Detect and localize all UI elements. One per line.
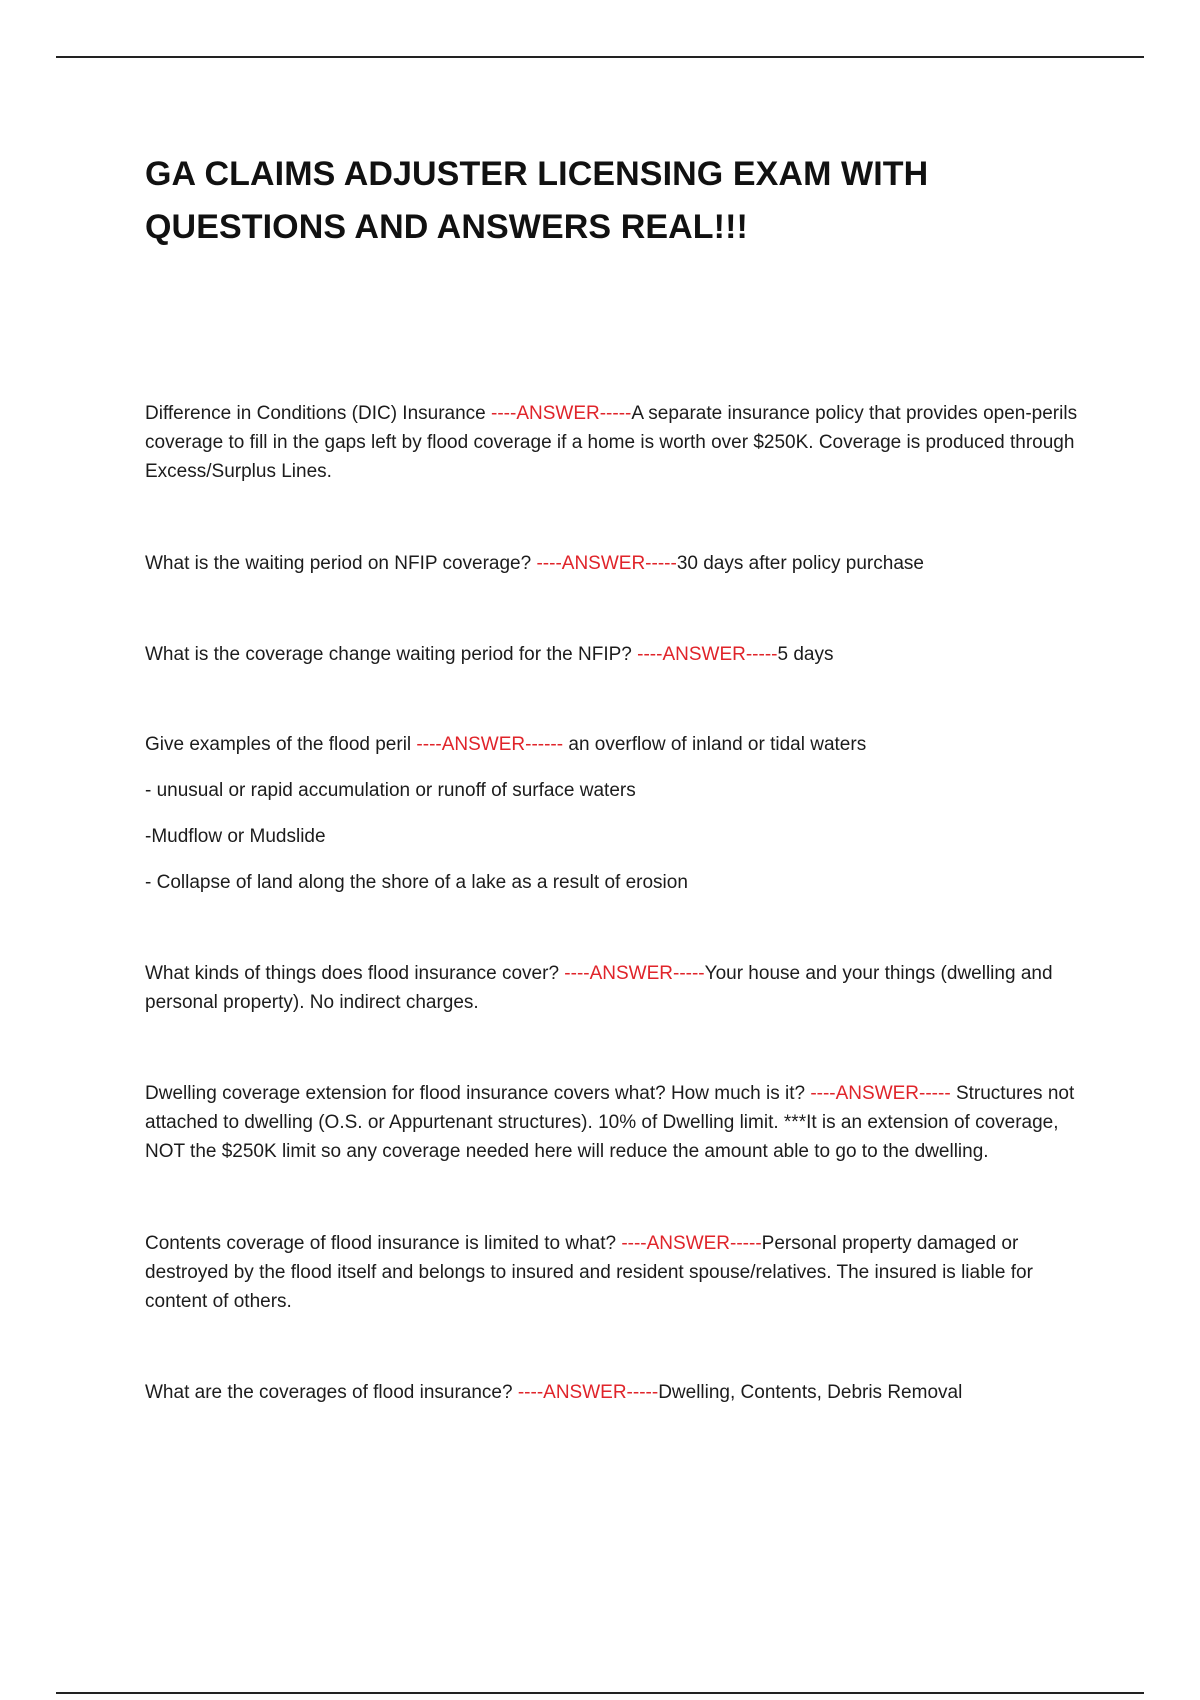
answer-marker: ----ANSWER----- — [517, 1382, 659, 1403]
answer-list-item: -Mudflow or Mudslide — [145, 826, 326, 847]
question-text: Give examples of the flood peril — [145, 734, 417, 755]
qa-item-what-covered — [145, 959, 1085, 1017]
qa-list — [145, 399, 1085, 1407]
question-text: What are the coverages of flood insurance? — [145, 1382, 518, 1403]
answer-text: Personal property damaged or destroyed by the flood itself and belongs to insured and resident spouse/relatives. The insured is liable for content of others. — [145, 1233, 1033, 1312]
answer-text: Structures not attached to dwelling (O.S. or Appurtenant structures). 10% of Dwelling limit. ***It is an extension of coverage, NOT the $250K limit so any coverage needed here will reduce the amount able to go to the dwelling. — [145, 1083, 1075, 1162]
answer-marker: ----ANSWER----- — [810, 1083, 951, 1104]
answer-marker: ----ANSWER----- — [621, 1233, 762, 1254]
answer-text: 30 days after policy purchase — [676, 553, 924, 574]
qa-paragraph — [145, 640, 1085, 669]
answer-list-item: - unusual or rapid accumulation or runoff of surface waters — [145, 780, 636, 801]
question-text: What is the coverage change waiting period for the NFIP? — [145, 644, 638, 665]
answer-text: an overflow of inland or tidal waters — [563, 734, 867, 755]
answer-text: 5 days — [777, 644, 834, 665]
qa-item-waiting-period — [145, 549, 1085, 578]
answer-text: A separate insurance policy that provides open-perils coverage to fill in the gaps left by flood coverage if a home is worth over $250K. Coverage is produced through Excess/Surplus Lines. — [145, 403, 1078, 482]
header-rule — [56, 56, 1144, 58]
qa-paragraph — [145, 549, 1085, 578]
answer-marker: ----ANSWER----- — [491, 403, 632, 424]
answer-marker: ----ANSWER----- — [564, 963, 705, 984]
answer-marker: ----ANSWER----- — [536, 553, 677, 574]
answer-text: Your house and your things (dwelling and personal property). No indirect charges. — [145, 963, 1053, 1013]
document-title: GA CLAIMS ADJUSTER LICENSING EXAM WITH QUESTIONS AND ANSWERS REAL!!! — [145, 155, 929, 246]
answer-list-item: - Collapse of land along the shore of a lake as a result of erosion — [145, 872, 688, 893]
answer-text: Dwelling, Contents, Debris Removal — [658, 1382, 963, 1403]
answer-marker: ----ANSWER------ — [416, 734, 564, 755]
qa-paragraph — [145, 1079, 1085, 1166]
qa-item-dwelling-extension — [145, 1079, 1085, 1166]
question-text: Dwelling coverage extension for flood insurance covers what? How much is it? — [145, 1083, 811, 1104]
qa-item-contents-coverage — [145, 1229, 1085, 1316]
qa-paragraph — [145, 1378, 1085, 1407]
qa-item-dic-insurance — [145, 399, 1085, 486]
answer-marker: ----ANSWER----- — [637, 644, 778, 665]
qa-item-coverage-change — [145, 640, 1085, 669]
qa-paragraph — [145, 1229, 1085, 1316]
footer-rule — [56, 1692, 1144, 1694]
qa-item-flood-peril — [145, 730, 1085, 897]
qa-item-coverages — [145, 1378, 1085, 1407]
qa-paragraph — [145, 959, 1085, 1017]
qa-paragraph — [145, 730, 1085, 759]
question-text: What kinds of things does flood insurance cover? — [145, 963, 565, 984]
question-text: What is the waiting period on NFIP coverage? — [145, 553, 537, 574]
question-text: Contents coverage of flood insurance is limited to what? — [145, 1233, 622, 1254]
document-page — [145, 148, 1085, 1407]
qa-paragraph — [145, 399, 1085, 486]
question-text: Difference in Conditions (DIC) Insurance — [145, 403, 492, 424]
